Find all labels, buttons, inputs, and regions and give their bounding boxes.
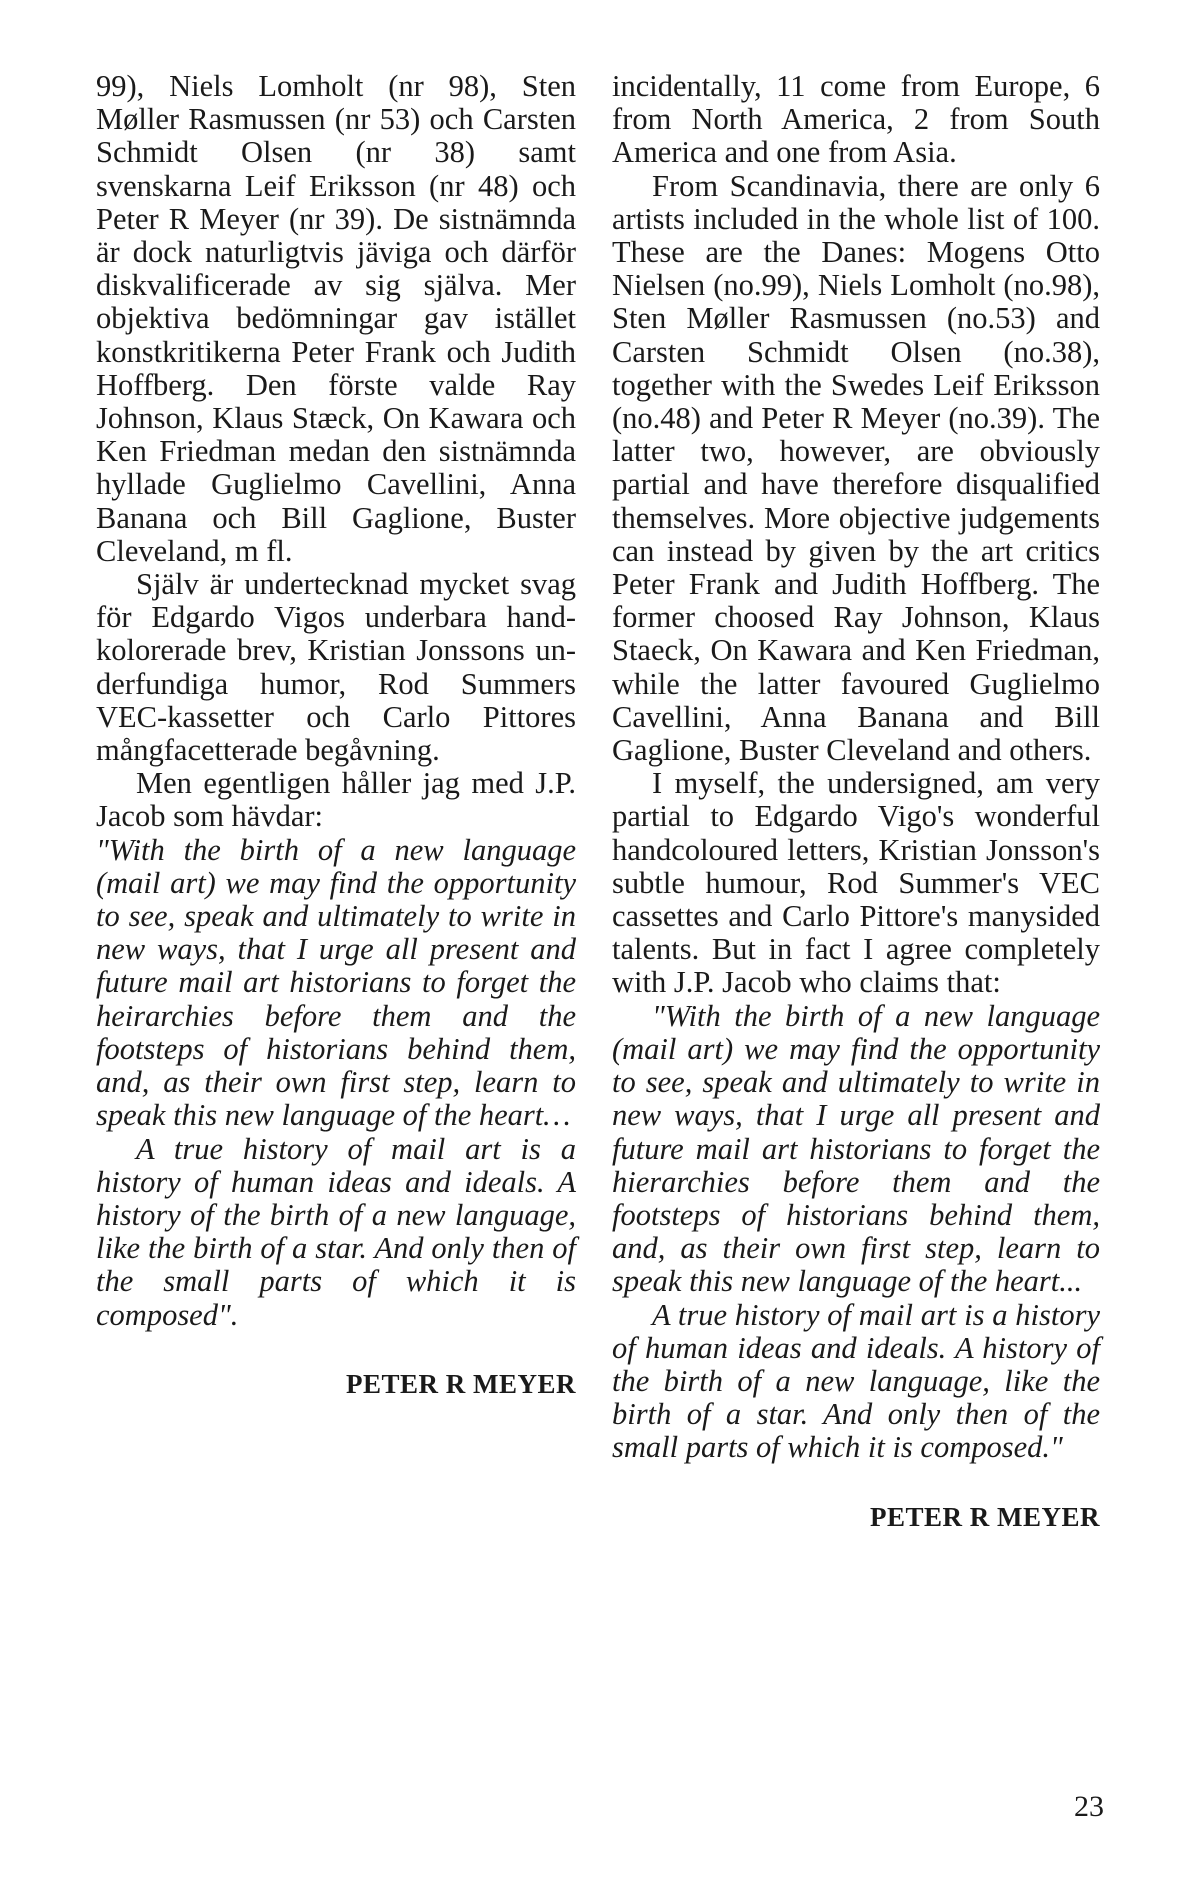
left-quote-1: "With the birth of a new language (mail art) we may find the opportunity to see, speak and ultimately to write in new ways, that I urge all present and future mail art historians to forget the heirarchies before them and the footsteps of historians behind them, and, as their own first step, learn to speak this new language of the heart… xyxy=(96,832,576,1133)
left-paragraph-1: 99), Niels Lomholt (nr 98), Sten Møller Rasmussen (nr 53) och Carsten Schmidt Olsen (nr 38) samt svenskarna Leif Eriksson (nr 48) och Peter R Meyer (nr 39). De sistnämnda är dock naturligtvis jäviga och därför diskvalificerade av sig själva. Mer objektiva bedömningar gav istället konstkritikerna Peter Frank och Judith Hoffberg. Den förste valde Ray Johnson, Klaus Stæck, On Kawara och Ken Friedman medan den sistnämnda hyllade Guglielmo Cavellini, Anna Banana och Bill Gaglione, Buster Cleveland, m fl. xyxy=(96,69,576,568)
left-quote-2: A true history of mail art is a history of human ideas and ideals. A history of the birth of a new language, like the birth of a star. And only then of the small parts of which it is composed". xyxy=(96,1131,576,1332)
right-quote-1: "With the birth of a new language (mail art) we may find the opportunity to see, speak and ultimately to write in new ways, that I urge all present and future mail art historians to forget the hierarchies before them and the footsteps of historians behind them, and, as their own first step, learn to speak this new language of the heart... xyxy=(612,998,1100,1299)
left-column-swedish xyxy=(96,70,576,1401)
right-paragraph-1: incidentally, 11 come from Europe, 6 from North America, 2 from South America and one from Asia. xyxy=(612,69,1100,170)
left-signature: PETER R MEYER xyxy=(345,1368,576,1399)
right-column-english xyxy=(612,70,1100,1534)
left-paragraph-3: Men egentligen håller jag med J.P. Jacob som hävdar: xyxy=(96,766,576,834)
right-paragraph-2: From Scandinavia, there are only 6 artists included in the whole list of 100. These are the Danes: Mogens Otto Nielsen (no.99), Niels Lomholt (no.98), Sten Møller Rasmussen (no.53) and Carsten Schmidt Olsen (no.38), together with the Swedes Leif Eriksson (no.48) and Peter R Meyer (no.39). The latter two, however, are obviously partial and have therefore disqualified themselves. More objective judgements can instead by given by the art critics Peter Frank and Judith Hoffberg. The former choosed Ray Johnson, Klaus Staeck, On Kawara and Ken Friedman, while the latter favoured Guglielmo Cavellini, Anna Banana and Bill Gaglione, Buster Cleveland and others. xyxy=(612,168,1100,768)
left-paragraph-2: Själv är undertecknad mycket svag för Edgardo Vigos underbara handkolorerade brev, Kristian Jonssons underfundiga humor, Rod Summers VEC-kassetter och Carlo Pittores mångfacetterade begåvning. xyxy=(96,567,576,768)
right-paragraph-3: I myself, the undersigned, am very partial to Edgardo Vigo's wonderful handcoloured letters, Kristian Jonsson's subtle humour, Rod Summer's VEC cassettes and Carlo Pittore's manysided talents. But in fact I agree completely with J.P. Jacob who claims that: xyxy=(612,766,1100,1000)
page-number: 23 xyxy=(1074,1790,1104,1823)
right-signature: PETER R MEYER xyxy=(869,1501,1100,1532)
right-quote-2: A true history of mail art is a history of human ideas and ideals. A history of the birth of a new language, like the birth of a star. And only then of the small parts of which it is composed." xyxy=(612,1297,1100,1465)
